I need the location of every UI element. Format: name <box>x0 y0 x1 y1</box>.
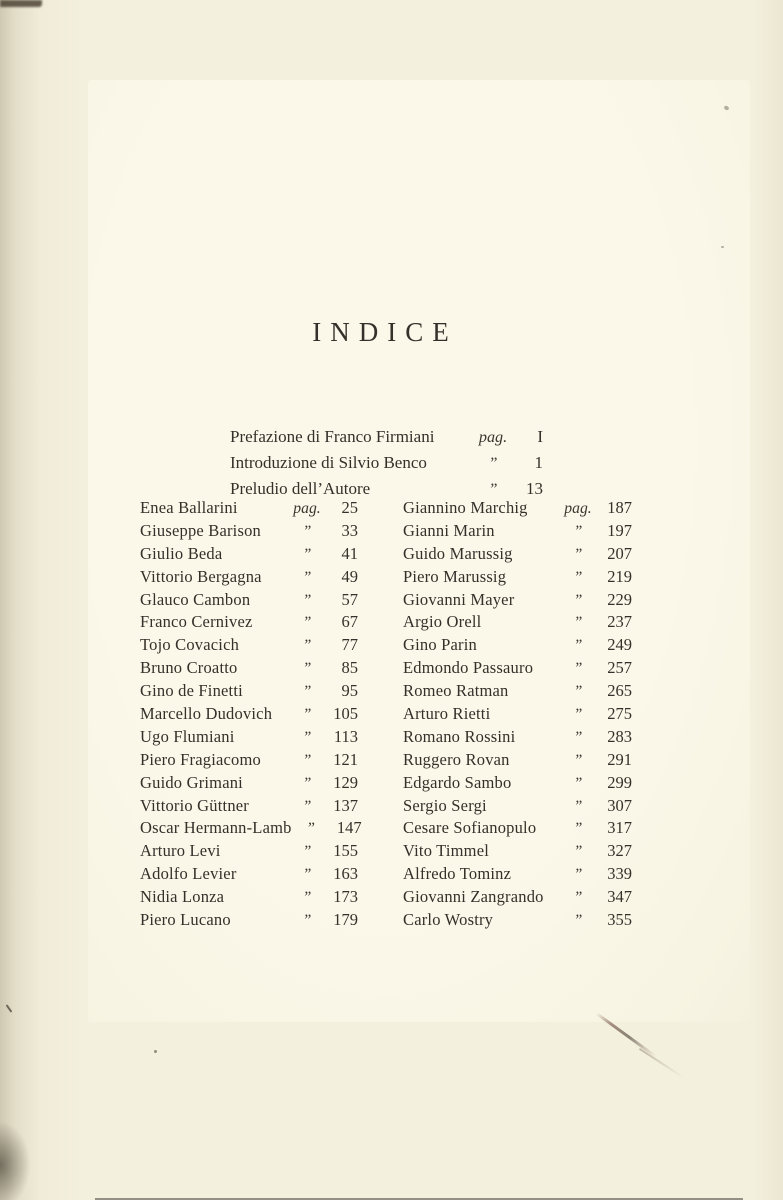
index-entry <box>403 864 632 887</box>
entry-name: Giovanni Mayer <box>403 589 515 609</box>
index-entry <box>403 727 632 750</box>
page-mark: ” <box>302 637 312 655</box>
index-entry <box>403 498 632 521</box>
page-number: 25 <box>341 498 358 517</box>
page-number: 121 <box>333 749 358 769</box>
page-mark: ” <box>302 660 312 678</box>
margin-tick-mark <box>6 1004 13 1013</box>
index-entry <box>403 818 632 841</box>
page-mark: ” <box>302 545 312 563</box>
index-entry <box>403 796 632 819</box>
page-mark: ” <box>302 522 312 540</box>
index-entry <box>140 544 358 567</box>
index-entry <box>140 567 358 590</box>
page-number: 155 <box>333 841 358 861</box>
index-entry <box>140 498 358 521</box>
index-entry <box>403 658 632 681</box>
index-entry <box>403 521 632 544</box>
entry-name: Vito Timmel <box>403 841 490 861</box>
entry-name: Marcello Dudovich <box>140 704 273 724</box>
page-mark: ” <box>573 706 583 724</box>
index-entry <box>403 544 632 567</box>
entry-name: Introduzione di Silvio Benco <box>230 453 427 472</box>
entry-name: Nidia Lonza <box>140 887 225 907</box>
page-mark: ” <box>302 614 312 632</box>
entry-name: Giulio Beda <box>140 543 223 563</box>
index-entry <box>140 841 358 864</box>
page-mark: ” <box>573 522 583 540</box>
page-number: 347 <box>607 887 632 907</box>
page-mark: ” <box>573 843 583 861</box>
page-mark: ” <box>573 660 583 678</box>
index-entry <box>403 910 632 933</box>
page-number: 179 <box>333 910 358 930</box>
entry-name: Ugo Flumiani <box>140 726 235 746</box>
page-number: 257 <box>607 658 632 678</box>
index-entry <box>403 704 632 727</box>
entry-name: Glauco Cambon <box>140 589 251 609</box>
paper-speck <box>154 1050 157 1053</box>
page-mark: ” <box>302 706 312 724</box>
page-mark: ” <box>573 568 583 586</box>
index-entry <box>403 750 632 773</box>
page-mark: ” <box>573 797 583 815</box>
pencil-scratch-tail <box>639 1048 683 1078</box>
entry-name: Gino Parin <box>403 635 477 655</box>
page-mark: ” <box>302 866 312 884</box>
page-mark: ” <box>573 683 583 701</box>
entry-name: Piero Fragiacomo <box>140 749 261 769</box>
entry-name: Gino de Finetti <box>140 681 243 701</box>
page-mark: ” <box>573 912 583 930</box>
index-entry <box>140 796 358 819</box>
index-column-right <box>403 498 632 933</box>
page-number: 49 <box>341 566 358 586</box>
index-entry <box>403 887 632 910</box>
page-number: 13 <box>526 479 543 498</box>
page-number: 147 <box>336 818 362 838</box>
page-mark: ” <box>302 889 312 907</box>
index-entry <box>403 681 632 704</box>
entry-name: Giovanni Zangrando <box>403 887 544 907</box>
entry-name: Guido Grimani <box>140 772 243 792</box>
page-number: 105 <box>333 704 358 724</box>
entry-name: Piero Marussig <box>403 566 507 586</box>
page-number: 173 <box>333 887 358 907</box>
entry-name: Piero Lucano <box>140 910 231 930</box>
entry-name: Romano Rossini <box>403 726 516 746</box>
page-mark: ” <box>573 728 583 746</box>
page-mark: pag. <box>293 500 321 517</box>
page-number: 299 <box>607 772 632 792</box>
entry-name: Carlo Wostry <box>403 910 494 930</box>
entry-name: Romeo Ratman <box>403 681 509 701</box>
index-entry <box>230 453 543 479</box>
entry-name: Alfredo Tominz <box>403 864 512 884</box>
entry-name: Vittorio Bergagna <box>140 566 262 586</box>
page-number: 327 <box>607 841 632 861</box>
entry-name: Edmondo Passauro <box>403 658 534 678</box>
page-number: 85 <box>341 658 358 678</box>
page-number: 291 <box>607 749 632 769</box>
index-entry <box>403 567 632 590</box>
page-mark: ” <box>573 545 583 563</box>
page-number: 249 <box>607 635 632 655</box>
page-mark: ” <box>302 568 312 586</box>
front-matter-list <box>230 427 543 505</box>
index-entry <box>140 910 358 933</box>
entry-name: Ruggero Rovan <box>403 749 510 769</box>
page-mark: ” <box>302 728 312 746</box>
entry-name: Argio Orell <box>403 612 482 632</box>
entry-name: Arturo Rietti <box>403 704 491 724</box>
index-entry <box>140 681 358 704</box>
page-mark: ” <box>302 751 312 769</box>
entry-name: Adolfo Levier <box>140 864 237 884</box>
page-mark: ” <box>306 820 315 838</box>
page-mark: pag. <box>564 500 592 517</box>
index-entry <box>403 773 632 796</box>
page-number: 219 <box>607 566 632 586</box>
index-entry <box>230 427 543 453</box>
index-entry <box>140 590 358 613</box>
gutter-smudge <box>0 1122 30 1200</box>
index-entry <box>140 773 358 796</box>
page-mark: ” <box>573 614 583 632</box>
index-entry <box>140 727 358 750</box>
index-entry <box>140 635 358 658</box>
page-mark: ” <box>573 866 583 884</box>
page-mark: ” <box>488 481 498 498</box>
entry-name: Tojo Covacich <box>140 635 240 655</box>
page-number: 95 <box>341 681 358 701</box>
scan-corner-mark <box>0 0 42 7</box>
entry-name: Franco Cernivez <box>140 612 253 632</box>
entry-name: Enea Ballarini <box>140 498 238 517</box>
index-entry <box>403 841 632 864</box>
paper-speck <box>721 246 724 248</box>
page-number: 197 <box>607 520 632 540</box>
index-entry <box>140 864 358 887</box>
page-mark: ” <box>302 797 312 815</box>
page-number: 187 <box>607 498 632 517</box>
page-mark: ” <box>488 455 498 472</box>
page-mark: ” <box>573 637 583 655</box>
page-mark: ” <box>302 774 312 792</box>
page-mark: ” <box>302 591 312 609</box>
page-mark: ” <box>302 843 312 861</box>
entry-name: Giuseppe Barison <box>140 520 261 540</box>
page-number: I <box>537 427 543 446</box>
entry-name: Arturo Levi <box>140 841 221 861</box>
page-mark: ” <box>302 683 312 701</box>
page-mark: ” <box>573 820 583 838</box>
index-entry <box>140 612 358 635</box>
page-number: 137 <box>333 795 358 815</box>
page-number: 163 <box>333 864 358 884</box>
page-number: 207 <box>607 543 632 563</box>
entry-name: Gianni Marin <box>403 520 495 540</box>
page-number: 265 <box>607 681 632 701</box>
page-mark: ” <box>573 751 583 769</box>
entry-name: Preludio dell’Autore <box>230 479 371 498</box>
page-number: 229 <box>607 589 632 609</box>
entry-name: Oscar Hermann-Lamb <box>140 818 292 838</box>
index-entry <box>140 658 358 681</box>
page-number: 77 <box>341 635 358 655</box>
entry-name: Sergio Sergi <box>403 795 487 815</box>
entry-name: Guido Marussig <box>403 543 513 563</box>
page-number: 41 <box>341 543 358 563</box>
page-mark: pag. <box>478 429 508 446</box>
page-number: 33 <box>341 520 358 540</box>
entry-name: Bruno Croatto <box>140 658 238 678</box>
index-entry <box>140 704 358 727</box>
page-number: 57 <box>341 589 358 609</box>
page-title: INDICE <box>312 317 458 348</box>
page-number: 307 <box>607 795 632 815</box>
index-entry <box>140 887 358 910</box>
page-number: 237 <box>607 612 632 632</box>
index-entry <box>140 750 358 773</box>
index-column-left <box>140 498 362 933</box>
page-number: 275 <box>607 704 632 724</box>
page-mark: ” <box>573 774 583 792</box>
page-number: 67 <box>341 612 358 632</box>
page-number: 113 <box>333 726 358 746</box>
page-mark: ” <box>302 912 312 930</box>
entry-name: Vittorio Güttner <box>140 795 249 815</box>
index-entry <box>403 612 632 635</box>
page-number: 129 <box>333 772 358 792</box>
index-entry <box>140 818 362 841</box>
entry-name: Giannino Marchig <box>403 498 528 517</box>
page-mark: ” <box>573 889 583 907</box>
index-entry <box>403 635 632 658</box>
entry-name: Edgardo Sambo <box>403 772 512 792</box>
index-entry <box>140 521 358 544</box>
page-number: 339 <box>607 864 632 884</box>
page-number: 1 <box>534 453 543 472</box>
page-mark: ” <box>573 591 583 609</box>
index-entry <box>403 590 632 613</box>
page-number: 317 <box>607 818 632 838</box>
page-number: 283 <box>607 726 632 746</box>
entry-name: Cesare Sofianopulo <box>403 818 537 838</box>
entry-name: Prefazione di Franco Firmiani <box>230 427 435 446</box>
page-number: 355 <box>607 910 632 930</box>
